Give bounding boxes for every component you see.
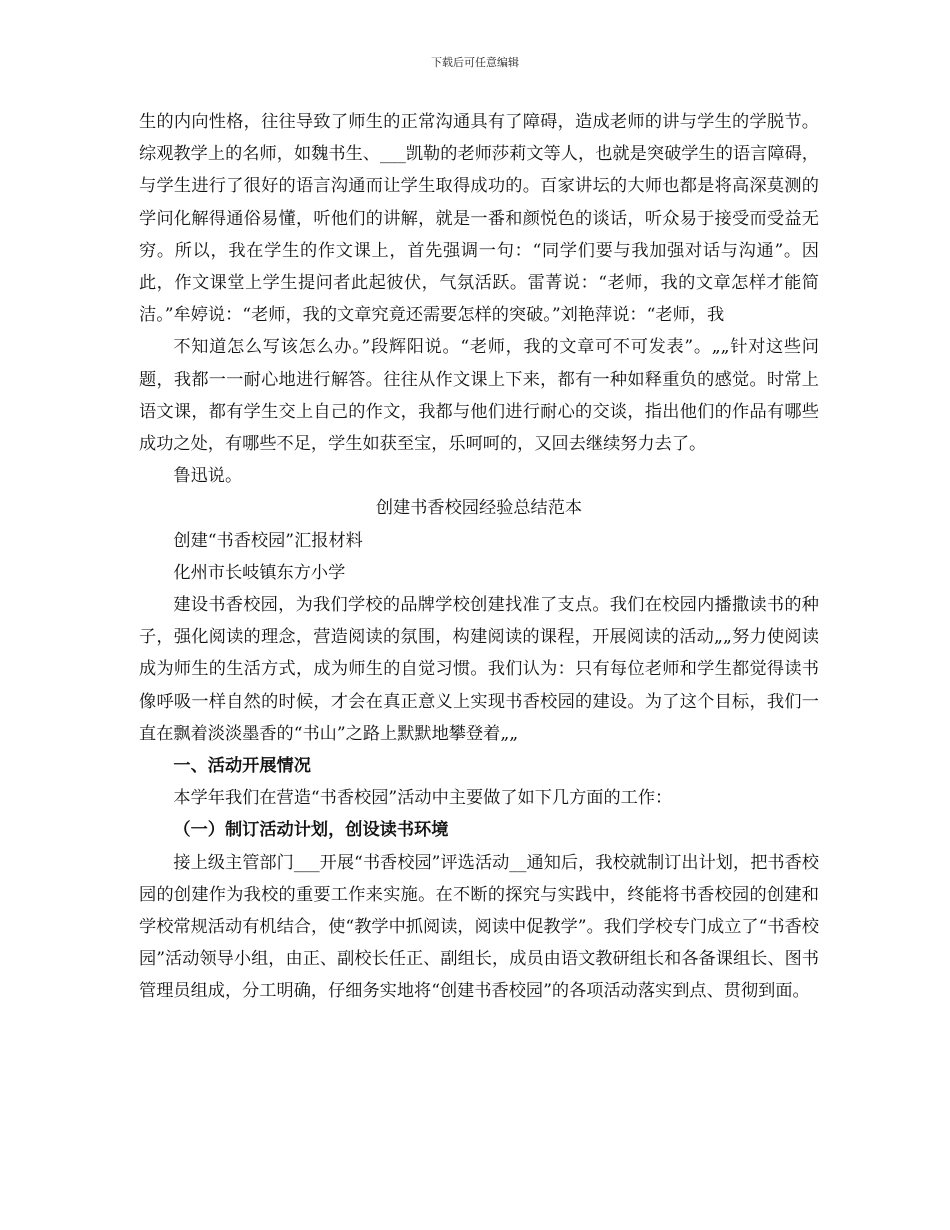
paragraph-continuation: 生的内向性格，往往导致了师生的正常沟通具有了障碍，造成老师的讲与学生的学脱节。综观教学上的名师，如魏书生、___凯勒的老师莎莉文等人，也就是突破学生的语言障碍，与学生进行了很好的语言沟通而让学生取得成功的。百家讲坛的大师也都是将高深莫测的学问化解得通俗易懂，听他们的讲解，就是一番和颜悦色的谈话，听众易于接受而受益无穷。所以，我在学生的作文课上，首先强调一句：“同学们要与我加强对话与沟通”。因此，作文课堂上学生提问者此起彼伏，气氛活跃。雷菁说：“老师，我的文章怎样才能简洁。”牟婷说：“老师，我的文章究竟还需要怎样的突破。”刘艳萍说：“老师，我 bbox=[139, 112, 819, 326]
school-name: 化州市长岐镇东方小学 bbox=[173, 562, 346, 583]
paragraph-student-questions: 不知道怎么写该怎么办。”段辉阳说。“老师，我的文章可不可发表”。„„针对这些问题，我都一一耐心地进行解答。往往从作文课上下来，都有一种如释重负的感觉。时常上语文课，都有学生交上自己的作文，我都与他们进行耐心的交谈，指出他们的作品有哪些成功之处，有哪些不足，学生如获至宝，乐呵呵的，又回去继续努力去了。 bbox=[139, 337, 819, 455]
paragraph-luxun: 鲁迅说。 bbox=[173, 466, 243, 487]
report-title: 创建“书香校园”汇报材料 bbox=[173, 530, 363, 551]
paragraph-overview: 本学年我们在营造“书香校园”活动中主要做了如下几方面的工作： bbox=[173, 788, 673, 809]
document-body bbox=[139, 106, 819, 1008]
paragraph-intro: 建设书香校园，为我们学校的品牌学校创建找准了支点。我们在校园内播撒读书的种子，强化阅读的理念，营造阅读的氛围，构建阅读的课程，开展阅读的活动„„努力使阅读成为师生的生活方式，成为师生的自觉习惯。我们认为：只有每位老师和学生都觉得读书像呼吸一样自然的时候，才会在真正意义上实现书香校园的建设。为了这个目标，我们一直在飘着淡淡墨香的“书山”之路上默默地攀登着„„ bbox=[139, 595, 819, 744]
page-header: 下载后可任意编辑 bbox=[431, 56, 519, 69]
paragraph-plan: 接上级主管部门___开展“书香校园”评选活动__通知后，我校就制订出计划，把书香校园的创建作为我校的重要工作来实施。在不断的探究与实践中，终能将书香校园的创建和学校常规活动有机结合，使“教学中抓阅读，阅读中促教学”。我们学校专门成立了“书香校园”活动领导小组，由正、副校长任正、副组长，成员由语文教研组长和各备课组长、图书管理员组成，分工明确，仔细务实地将“创建书香校园”的各项活动落实到点、贯彻到面。 bbox=[139, 852, 819, 1002]
section-heading-activities: 一、活动开展情况 bbox=[173, 756, 311, 777]
subsection-heading-plan: （一）制订活动计划，创设读书环境 bbox=[173, 820, 449, 841]
document-title: 创建书香校园经验总结范本 bbox=[375, 498, 583, 519]
